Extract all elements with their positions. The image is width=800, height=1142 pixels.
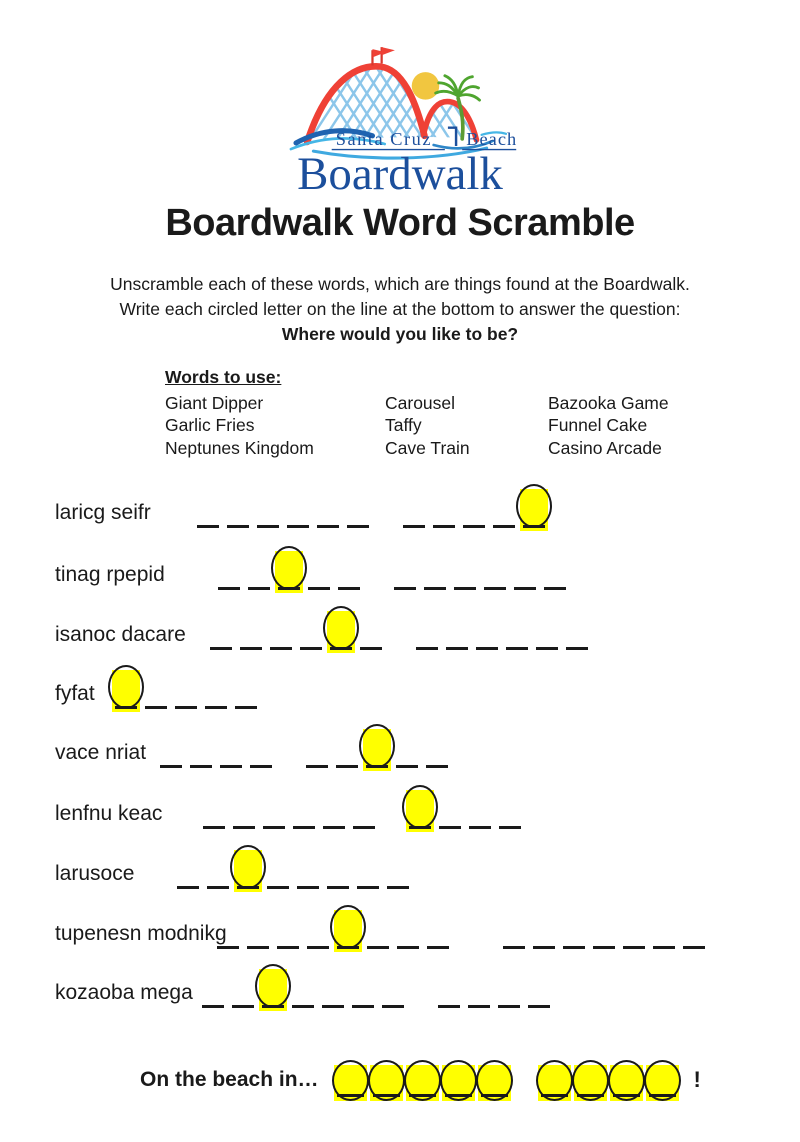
answer-blank xyxy=(248,553,270,590)
circled-answer-blank xyxy=(330,613,352,650)
answer-blank xyxy=(300,613,322,650)
answer-blank xyxy=(352,971,374,1008)
answer-blank xyxy=(210,613,232,650)
scrambled-word: larusoce xyxy=(55,862,135,885)
blank-group xyxy=(409,792,529,829)
answer-blank xyxy=(232,971,254,1008)
blank-group xyxy=(217,912,457,949)
scrambled-word: vace nriat xyxy=(55,741,147,764)
scrambled-word: fyfat xyxy=(55,682,95,705)
scrambled-word: tupenesn modnikg xyxy=(55,922,227,945)
puzzle-row xyxy=(55,608,800,650)
answer-blank xyxy=(322,971,344,1008)
word-bank-item: Cave Train xyxy=(385,437,470,458)
answer-blank-line xyxy=(577,1094,604,1097)
answer-letter-circle xyxy=(608,1060,645,1101)
answer-blank xyxy=(235,672,257,709)
answer-blank xyxy=(347,491,369,528)
scrambled-word: tinag rpepid xyxy=(55,563,165,586)
answer-blank xyxy=(438,971,460,1008)
answer-blank xyxy=(416,613,438,650)
answer-blank-line xyxy=(649,1094,676,1097)
puzzle-row xyxy=(55,847,800,889)
answer-blank xyxy=(190,731,212,768)
circle-outline-icon xyxy=(255,964,291,1008)
word-bank-header: Words to use: xyxy=(165,367,282,387)
answer-blank xyxy=(653,912,675,949)
answer-blank xyxy=(394,553,416,590)
instructions-line-2: Write each circled letter on the line at the bottom to answer the question: xyxy=(119,299,681,319)
answer-blank xyxy=(247,912,269,949)
answer-blank xyxy=(528,971,550,1008)
answer-blank xyxy=(336,731,358,768)
answer-blank xyxy=(357,852,379,889)
answer-blank xyxy=(263,792,285,829)
answer-blank xyxy=(203,792,225,829)
answer-blank xyxy=(446,613,468,650)
answer-blank xyxy=(433,491,455,528)
answer-blank xyxy=(382,971,404,1008)
answer-blank xyxy=(544,553,566,590)
answer-blank xyxy=(307,912,329,949)
blank-group xyxy=(177,852,417,889)
blank-group xyxy=(210,613,390,650)
puzzle-row xyxy=(55,486,800,528)
answer-blank xyxy=(476,613,498,650)
answer-blank-line xyxy=(337,1094,364,1097)
answer-blank xyxy=(323,792,345,829)
answer-blank xyxy=(396,731,418,768)
answer-blank xyxy=(317,491,339,528)
answer-blank xyxy=(426,731,448,768)
blank-group xyxy=(403,491,553,528)
blank-groups xyxy=(197,491,553,528)
answer-blank xyxy=(233,792,255,829)
puzzle-row xyxy=(55,548,800,590)
answer-letter-circle xyxy=(440,1060,477,1101)
answer-blank xyxy=(427,912,449,949)
word-bank-item: Neptunes Kingdom xyxy=(165,437,314,458)
puzzle-row xyxy=(55,667,800,709)
circle-outline-icon xyxy=(230,845,266,889)
answer-blank xyxy=(403,491,425,528)
answer-blank xyxy=(145,672,167,709)
answer-blank xyxy=(308,553,330,590)
puzzle-row xyxy=(55,966,800,1008)
scrambled-word: laricg seifr xyxy=(55,501,151,524)
answer-letter-circle xyxy=(332,1060,369,1101)
answer-blank xyxy=(514,553,536,590)
circled-answer-blank xyxy=(237,852,259,889)
blank-group xyxy=(197,491,377,528)
logo-text-beach: Beach xyxy=(466,129,518,150)
circled-answer-blank xyxy=(409,792,431,829)
answer-line xyxy=(140,1056,701,1104)
blank-group xyxy=(160,731,280,768)
circle-outline-icon xyxy=(359,724,395,768)
scrambled-word: lenfnu keac xyxy=(55,802,163,825)
answer-blank xyxy=(250,731,272,768)
blank-groups xyxy=(177,852,417,889)
instructions-line-1: Unscramble each of these words, which are things found at the Boardwalk. xyxy=(110,274,690,294)
answer-blank xyxy=(463,491,485,528)
blank-group xyxy=(503,912,713,949)
circled-answer-blank xyxy=(262,971,284,1008)
circle-outline-icon xyxy=(402,785,438,829)
instructions-question: Where would you like to be? xyxy=(281,324,519,344)
answer-blank-line xyxy=(373,1094,400,1097)
answer-blank xyxy=(270,613,292,650)
answer-blank xyxy=(454,553,476,590)
answer-blank xyxy=(536,613,558,650)
answer-blank xyxy=(257,491,279,528)
blank-group xyxy=(438,971,558,1008)
answer-blank xyxy=(217,912,239,949)
answer-blank xyxy=(202,971,224,1008)
answer-blank xyxy=(484,553,506,590)
answer-blank xyxy=(297,852,319,889)
answer-blank xyxy=(468,971,490,1008)
scrambled-word: kozaoba mega xyxy=(55,981,193,1004)
answer-blank xyxy=(327,852,349,889)
answer-blank-line xyxy=(613,1094,640,1097)
answer-blank-line xyxy=(481,1094,508,1097)
puzzle-row xyxy=(55,726,800,768)
word-bank-item: Taffy xyxy=(385,415,422,435)
page-title: Boardwalk Word Scramble xyxy=(165,202,635,244)
answer-blank xyxy=(506,613,528,650)
answer-blank-line xyxy=(541,1094,568,1097)
circled-answer-blank xyxy=(115,672,137,709)
answer-blank xyxy=(306,731,328,768)
circled-answer-blank xyxy=(523,491,545,528)
answer-blank xyxy=(277,912,299,949)
answer-blank xyxy=(360,613,382,650)
answer-blank xyxy=(683,912,705,949)
answer-prefix: On the beach in… xyxy=(140,1068,319,1091)
logo-text-boardwalk: Boardwalk xyxy=(297,147,503,197)
answer-blank xyxy=(367,912,389,949)
blank-group xyxy=(202,971,412,1008)
answer-blank xyxy=(205,672,227,709)
answer-blank xyxy=(160,731,182,768)
logo-text-santa-cruz: Santa Cruz xyxy=(335,129,433,150)
word-bank-item: Bazooka Game xyxy=(548,392,669,413)
puzzle-row xyxy=(55,907,800,949)
answer-blank xyxy=(287,491,309,528)
blank-groups xyxy=(217,912,713,949)
blank-groups xyxy=(210,613,596,650)
word-bank-item: Garlic Fries xyxy=(165,415,255,435)
answer-letter-circle xyxy=(536,1060,573,1101)
answer-blank xyxy=(218,553,240,590)
answer-blank xyxy=(227,491,249,528)
answer-letter-circle xyxy=(572,1060,609,1101)
answer-blank xyxy=(397,912,419,949)
blank-group xyxy=(203,792,383,829)
answer-blank xyxy=(175,672,197,709)
answer-blank-line xyxy=(445,1094,472,1097)
blank-group xyxy=(306,731,456,768)
answer-blank xyxy=(498,971,520,1008)
answer-blank xyxy=(439,792,461,829)
blank-groups xyxy=(203,792,529,829)
answer-letter-circle xyxy=(476,1060,513,1101)
answer-blank xyxy=(593,912,615,949)
answer-blank xyxy=(292,971,314,1008)
circle-outline-icon xyxy=(330,905,366,949)
word-bank-item: Carousel xyxy=(385,392,456,413)
circle-outline-icon xyxy=(108,665,144,709)
answer-blank xyxy=(207,852,229,889)
circled-answer-blank xyxy=(278,553,300,590)
answer-blank xyxy=(387,852,409,889)
answer-blank xyxy=(424,553,446,590)
answer-letter-circle xyxy=(404,1060,441,1101)
word-bank-item: Casino Arcade xyxy=(548,437,662,458)
scrambled-word: isanoc dacare xyxy=(55,623,186,646)
word-bank-item: Giant Dipper xyxy=(165,392,264,413)
answer-blank xyxy=(623,912,645,949)
blank-groups xyxy=(160,731,456,768)
answer-suffix: ! xyxy=(693,1067,701,1092)
answer-blank xyxy=(353,792,375,829)
answer-letter-circle xyxy=(368,1060,405,1101)
answer-blank xyxy=(503,912,525,949)
answer-blank-line xyxy=(409,1094,436,1097)
puzzle-row xyxy=(55,787,800,829)
circled-answer-blank xyxy=(337,912,359,949)
circle-outline-icon xyxy=(323,606,359,650)
answer-circles xyxy=(332,1060,680,1101)
blank-groups xyxy=(202,971,558,1008)
answer-blank xyxy=(197,491,219,528)
answer-blank xyxy=(563,912,585,949)
answer-blank xyxy=(533,912,555,949)
answer-blank xyxy=(469,792,491,829)
answer-blank xyxy=(493,491,515,528)
blank-groups xyxy=(218,553,574,590)
answer-blank xyxy=(499,792,521,829)
blank-groups xyxy=(115,672,265,709)
answer-blank xyxy=(566,613,588,650)
circled-answer-blank xyxy=(366,731,388,768)
blank-group xyxy=(416,613,596,650)
circle-outline-icon xyxy=(271,546,307,590)
answer-letter-circle xyxy=(644,1060,681,1101)
blank-group xyxy=(115,672,265,709)
answer-blank xyxy=(267,852,289,889)
blank-group xyxy=(394,553,574,590)
blank-group xyxy=(218,553,368,590)
answer-blank xyxy=(293,792,315,829)
answer-blank xyxy=(177,852,199,889)
circle-outline-icon xyxy=(516,484,552,528)
answer-blank xyxy=(240,613,262,650)
word-bank-item: Funnel Cake xyxy=(548,415,648,435)
answer-blank xyxy=(220,731,242,768)
answer-blank xyxy=(338,553,360,590)
